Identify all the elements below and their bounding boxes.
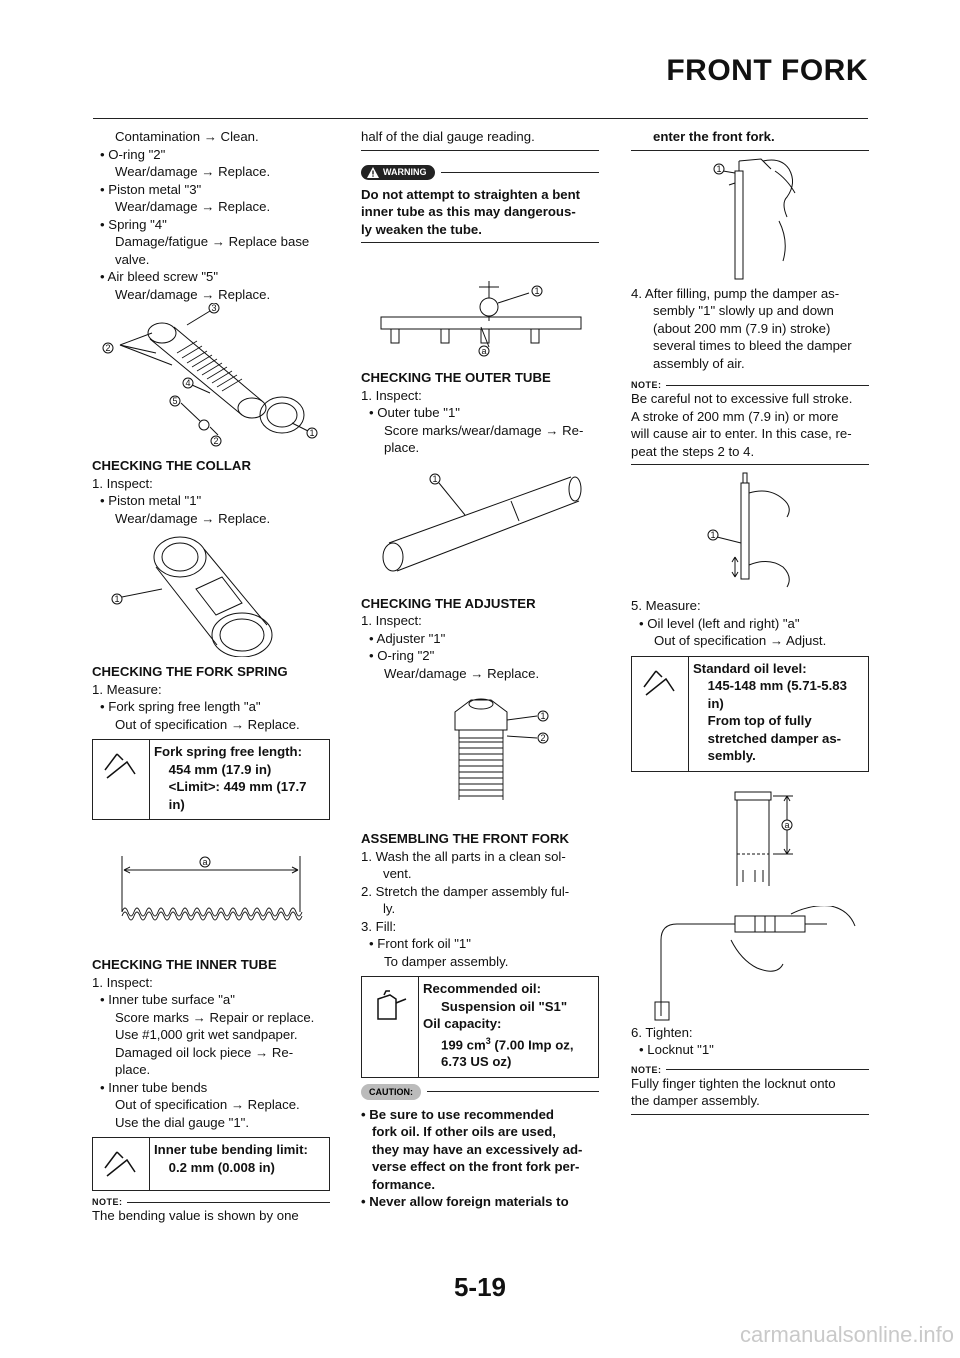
- text-line: Do not attempt to straighten a bent: [361, 186, 581, 202]
- list-item: • Locknut "1": [639, 1042, 714, 1057]
- bleed-figure: [631, 465, 869, 597]
- outer-tube-figure: [361, 457, 599, 589]
- list-item: Wear/damage → Replace.: [115, 510, 271, 526]
- text-line: ly weaken the tube.: [361, 221, 482, 237]
- text-line: Be careful not to excessive full stroke.: [631, 391, 853, 406]
- collar-heading: CHECKING THE COLLAR: [92, 458, 251, 473]
- fork-spring-spec-text: [150, 740, 329, 819]
- list-item: place.: [115, 1062, 151, 1077]
- assembling-list: [361, 848, 599, 971]
- svg-text:1: 1: [710, 530, 716, 540]
- svg-text:1: 1: [432, 473, 438, 484]
- text-line: sembly.: [693, 748, 756, 763]
- column-1: [92, 128, 330, 1225]
- note-label: NOTE:: [631, 1064, 662, 1075]
- list-item: Out of specification → Replace.: [115, 716, 300, 732]
- list-item: 1. Inspect:: [361, 613, 422, 628]
- inner-tube-heading: CHECKING THE INNER TUBE: [92, 957, 277, 972]
- list-item: assembly of air.: [653, 355, 745, 371]
- caution-text: [361, 1106, 599, 1211]
- list-item: Contamination → Clean.: [115, 129, 259, 144]
- continued-caution-line: enter the front fork.: [653, 129, 775, 144]
- list-item: • Front fork oil "1": [369, 936, 471, 951]
- warning-triangle-icon: [367, 167, 379, 178]
- text-line: <Limit>: 449 mm (17.7: [154, 779, 307, 794]
- spring-length-figure: [92, 826, 330, 950]
- collar-figure: [92, 527, 330, 657]
- column-2: [361, 128, 599, 1211]
- warning-header: [361, 165, 599, 180]
- note-locknut: [631, 1065, 869, 1115]
- text-line: 454 mm (17.9 in): [154, 761, 272, 777]
- list-item: To damper assembly.: [384, 953, 509, 969]
- caution-header: [361, 1084, 599, 1100]
- svg-text:5: 5: [172, 396, 178, 406]
- oil-level-spec-text: [689, 657, 868, 771]
- list-item: 2. Stretch the damper assembly ful-: [361, 883, 570, 899]
- list-item: • Inner tube bends: [100, 1079, 208, 1095]
- list-item: 6. Tighten:: [631, 1024, 693, 1040]
- svg-text:a: a: [202, 857, 208, 867]
- text-line: From top of fully: [693, 713, 812, 728]
- list-item: Score marks/wear/damage → Re-: [384, 422, 584, 438]
- page-title: FRONT FORK: [666, 54, 868, 87]
- text-line: in): [693, 695, 724, 711]
- text-line: A stroke of 200 mm (7.9 in) or more: [631, 408, 839, 424]
- adjuster-list: [361, 612, 599, 682]
- list-item: 1. Inspect:: [92, 974, 153, 990]
- list-item: 4. After filling, pump the damper as-: [631, 285, 840, 301]
- text-line: Standard oil level:: [693, 660, 807, 676]
- warning-text: [361, 186, 599, 239]
- svg-text:1: 1: [309, 428, 315, 438]
- measure-tool-icon: [93, 740, 150, 819]
- text-line: 0.2 mm (0.008 in): [154, 1159, 275, 1175]
- svg-text:3: 3: [211, 303, 217, 313]
- text-line: verse effect on the front fork per-: [361, 1159, 580, 1175]
- oil-spec-text: Recommended oil: Suspension oil "S1" Oil capacity: 199 $cm^3$ (7.00 Imp oz, 6.73 US oz): [423, 981, 574, 1070]
- text-line: Inner tube bending limit:: [154, 1142, 308, 1157]
- list-item: • Piston metal "1": [100, 493, 202, 508]
- svg-text:2: 2: [213, 436, 219, 446]
- dial-gauge-figure: [361, 243, 599, 363]
- text-line: fork oil. If other oils are used,: [361, 1124, 556, 1140]
- note-label: NOTE:: [631, 380, 662, 390]
- list-item: • Spring "4": [100, 216, 167, 232]
- outer-tube-list: [361, 387, 599, 457]
- text-line: • Be sure to use recommended: [361, 1106, 554, 1122]
- damper-valve-figure: [92, 303, 330, 451]
- svg-text:2: 2: [540, 733, 546, 743]
- list-item: Wear/damage → Replace.: [384, 665, 540, 681]
- step4-list: [631, 285, 869, 373]
- fork-spring-spec-box: [92, 739, 330, 820]
- inner-tube-spec-text: [150, 1138, 329, 1190]
- list-item: Use #1,000 grit wet sandpaper.: [115, 1027, 298, 1042]
- adjuster-figure: [361, 682, 599, 824]
- list-item: Use the dial gauge "1".: [115, 1114, 249, 1130]
- list-item: (about 200 mm (7.9 in) stroke): [653, 320, 831, 336]
- oil-level-figure: [631, 778, 869, 906]
- measure-tool-icon: [632, 657, 689, 771]
- list-item: Damage/fatigue → Replace base: [115, 234, 310, 249]
- oil-fill-figure: [631, 151, 869, 285]
- svg-text:2: 2: [105, 343, 111, 353]
- list-item: • Inner tube surface "a": [100, 992, 235, 1007]
- text-line: will cause air to enter. In this case, re-: [631, 426, 852, 441]
- note-stroke: [631, 380, 869, 465]
- collar-list: [92, 475, 330, 528]
- svg-text:1: 1: [540, 711, 546, 721]
- continued-line: half of the dial gauge reading.: [361, 129, 535, 144]
- list-item: 3. Fill:: [361, 918, 397, 934]
- svg-text:1: 1: [534, 286, 540, 296]
- oil-can-icon: [362, 977, 419, 1077]
- locknut-figure: [631, 906, 869, 1024]
- list-item: Wear/damage → Replace.: [115, 286, 271, 302]
- list-item: valve.: [115, 251, 150, 267]
- list-item: sembly "1" slowly up and down: [653, 303, 834, 318]
- caution-badge: CAUTION:: [361, 1084, 421, 1100]
- column-3: [631, 128, 869, 1115]
- text-line: peat the steps 2 to 4.: [631, 443, 755, 459]
- list-item: • Adjuster "1": [369, 630, 446, 646]
- list-item: 1. Inspect:: [361, 387, 422, 403]
- list-item: 1. Wash the all parts in a clean sol-: [361, 848, 566, 864]
- note-text: The bending value is shown by one: [92, 1208, 299, 1223]
- outer-tube-heading: CHECKING THE OUTER TUBE: [361, 370, 551, 385]
- list-item: • Oil level (left and right) "a": [639, 615, 800, 631]
- list-item: Wear/damage → Replace.: [115, 199, 271, 214]
- text-line: the damper assembly.: [631, 1093, 760, 1108]
- note-bending: [92, 1197, 330, 1225]
- text-line: formance.: [361, 1176, 436, 1192]
- measure-tool-icon: [93, 1138, 150, 1190]
- list-item: Damaged oil lock piece → Re-: [115, 1044, 294, 1060]
- text-line: stretched damper as-: [693, 730, 842, 746]
- text-line: they may have an excessively ad-: [361, 1141, 583, 1157]
- list-item: • Air bleed screw "5": [100, 269, 219, 284]
- list-item: • O-ring "2": [100, 146, 166, 162]
- list-item: several times to bleed the damper: [653, 338, 852, 353]
- step6-list: [631, 1024, 869, 1059]
- text-line: 145-148 mm (5.71-5.83: [693, 678, 847, 693]
- oil-spec-box: [361, 976, 599, 1078]
- col1-top-list: [92, 128, 330, 303]
- list-item: • Outer tube "1": [369, 405, 460, 420]
- list-item: Out of specification → Adjust.: [654, 633, 827, 648]
- list-item: Score marks → Repair or replace.: [115, 1009, 315, 1025]
- fork-spring-heading: CHECKING THE FORK SPRING: [92, 664, 288, 679]
- list-item: 5. Measure:: [631, 598, 701, 613]
- inner-tube-spec-box: [92, 1137, 330, 1191]
- text-line: inner tube as this may dangerous-: [361, 204, 576, 219]
- watermark: carmanualsonline.info: [739, 1322, 954, 1347]
- header-rule: [93, 118, 868, 119]
- svg-text:1: 1: [716, 163, 722, 174]
- step5-list: [631, 597, 869, 650]
- text-line: • Never allow foreign materials to: [361, 1194, 569, 1210]
- text-line: in): [154, 796, 185, 812]
- list-item: Wear/damage → Replace.: [115, 164, 271, 179]
- page-number: 5-19: [453, 1272, 507, 1302]
- svg-text:1: 1: [114, 594, 120, 604]
- inner-tube-list: [92, 974, 330, 1132]
- svg-text:a: a: [784, 819, 790, 830]
- list-item: 1. Inspect:: [92, 475, 153, 491]
- svg-text:a: a: [481, 346, 487, 356]
- adjuster-heading: CHECKING THE ADJUSTER: [361, 595, 536, 611]
- note-stroke-text: [631, 390, 869, 460]
- list-item: place.: [384, 440, 420, 455]
- list-item: • Fork spring free length "a": [100, 699, 261, 714]
- warning-badge: WARNING: [361, 165, 435, 180]
- list-item: vent.: [383, 866, 412, 881]
- text-line: Fully finger tighten the locknut onto: [631, 1075, 836, 1091]
- list-item: • Piston metal "3": [100, 181, 202, 197]
- note-label: NOTE:: [92, 1197, 123, 1207]
- assembling-heading: ASSEMBLING THE FRONT FORK: [361, 831, 570, 846]
- note-locknut-text: [631, 1075, 869, 1110]
- svg-text:4: 4: [185, 378, 191, 388]
- text-line: Fork spring free length:: [154, 744, 303, 759]
- list-item: Out of specification → Replace.: [115, 1097, 300, 1112]
- list-item: 1. Measure:: [92, 681, 162, 697]
- oil-level-spec-box: [631, 656, 869, 772]
- list-item: ly.: [383, 901, 396, 916]
- fork-spring-list: [92, 681, 330, 734]
- list-item: • O-ring "2": [369, 648, 435, 663]
